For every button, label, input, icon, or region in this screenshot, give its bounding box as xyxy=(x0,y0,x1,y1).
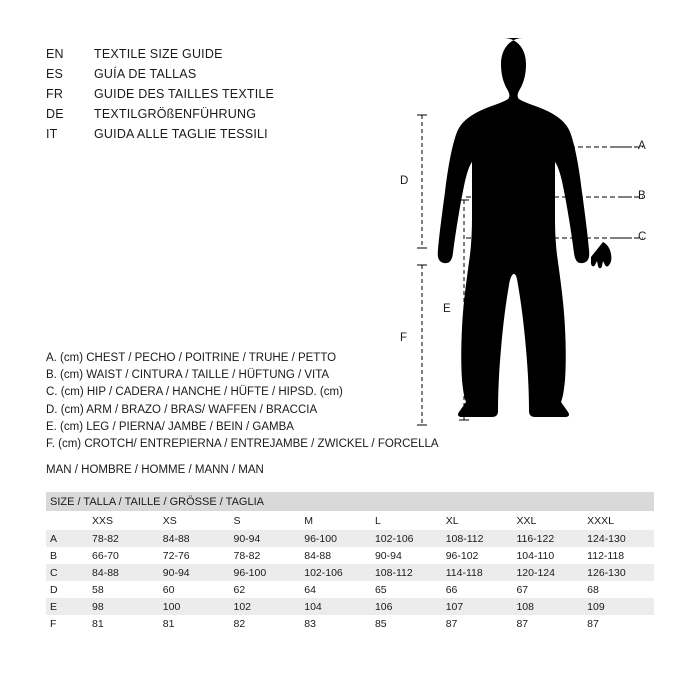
table-title-row xyxy=(46,492,654,511)
cell-a-l: 102-106 xyxy=(371,530,442,547)
cell-b-xs: 72-76 xyxy=(159,547,230,564)
cell-e-xxl: 108 xyxy=(512,598,583,615)
table-title: SIZE / TALLA / TAILLE / GRÖSSE / TAGLIA xyxy=(46,492,654,511)
cell-b-s: 78-82 xyxy=(230,547,301,564)
language-code: ES xyxy=(46,67,64,81)
cell-d-xxxl: 68 xyxy=(583,581,654,598)
cell-c-xxl: 120-124 xyxy=(512,564,583,581)
language-title: TEXTILE SIZE GUIDE xyxy=(94,47,223,61)
cell-f-m: 83 xyxy=(300,615,371,632)
cell-e-xxxl: 109 xyxy=(583,598,654,615)
legend-item-e: E. (cm) LEG / PIERNA/ JAMBE / BEIN / GAMBA xyxy=(46,420,294,433)
cell-d-xxs: 58 xyxy=(88,581,159,598)
cell-f-xxs: 81 xyxy=(88,615,159,632)
gender-label: MAN / HOMBRE / HOMME / MANN / MAN xyxy=(46,464,264,476)
cell-a-xl: 108-112 xyxy=(442,530,513,547)
body-figure xyxy=(360,20,690,480)
cell-f-xs: 81 xyxy=(159,615,230,632)
cell-b-m: 84-88 xyxy=(300,547,371,564)
legend-item-d: D. (cm) ARM / BRAZO / BRAS/ WAFFEN / BRACCIA xyxy=(46,403,318,416)
header-size-xl: XL xyxy=(442,511,513,530)
header-size-s: S xyxy=(230,511,301,530)
language-row xyxy=(46,44,274,64)
language-code: IT xyxy=(46,127,58,141)
cell-b-xxl: 104-110 xyxy=(512,547,583,564)
row-label-f: F xyxy=(46,615,88,632)
cell-a-xxxl: 124-130 xyxy=(583,530,654,547)
cell-b-xxxl: 112-118 xyxy=(583,547,654,564)
cell-c-s: 96-100 xyxy=(230,564,301,581)
cell-f-xxxl: 87 xyxy=(583,615,654,632)
male-silhouette-icon xyxy=(438,38,612,417)
cell-c-xxxl: 126-130 xyxy=(583,564,654,581)
cell-a-xxl: 116-122 xyxy=(512,530,583,547)
cell-f-s: 82 xyxy=(230,615,301,632)
figure-label-a: A xyxy=(638,140,646,152)
language-row xyxy=(46,124,274,144)
legend-item-a: A. (cm) CHEST / PECHO / POITRINE / TRUHE / PETTO xyxy=(46,352,337,364)
table-row xyxy=(46,598,654,615)
row-label-a: A xyxy=(46,530,88,547)
label-leaders xyxy=(612,147,632,238)
cell-d-l: 65 xyxy=(371,581,442,598)
cell-e-m: 104 xyxy=(300,598,371,615)
header-blank xyxy=(46,511,88,530)
legend-item-b: B. (cm) WAIST / CINTURA / TAILLE / HÜFTUNG / VITA xyxy=(46,369,330,382)
cell-e-xl: 107 xyxy=(442,598,513,615)
table-header-row xyxy=(46,511,654,530)
cell-a-xs: 84-88 xyxy=(159,530,230,547)
figure-label-c: C xyxy=(638,231,647,243)
language-title: GUÍA DE TALLAS xyxy=(94,67,197,81)
header-size-xs: XS xyxy=(159,511,230,530)
cell-a-s: 90-94 xyxy=(230,530,301,547)
cell-f-l: 85 xyxy=(371,615,442,632)
cell-e-s: 102 xyxy=(230,598,301,615)
row-label-e: E xyxy=(46,598,88,615)
cell-c-l: 108-112 xyxy=(371,564,442,581)
cell-b-l: 90-94 xyxy=(371,547,442,564)
cell-d-xl: 66 xyxy=(442,581,513,598)
language-row xyxy=(46,104,274,124)
arm-bracket xyxy=(417,115,427,248)
table-row xyxy=(46,530,654,547)
figure-label-f: F xyxy=(400,332,408,344)
row-label-b: B xyxy=(46,547,88,564)
cell-d-m: 64 xyxy=(300,581,371,598)
cell-b-xxs: 66-70 xyxy=(88,547,159,564)
figure-label-b: B xyxy=(638,190,646,202)
legend-item-f: F. (cm) CROTCH/ ENTREPIERNA / ENTREJAMBE / ZWICKEL / FORCELLA xyxy=(46,438,439,451)
size-table xyxy=(46,492,654,632)
language-row xyxy=(46,84,274,104)
header-size-m: M xyxy=(300,511,371,530)
language-code: DE xyxy=(46,107,64,121)
cell-f-xxl: 87 xyxy=(512,615,583,632)
language-code: FR xyxy=(46,87,64,101)
figure-label-e: E xyxy=(443,303,451,315)
table-row xyxy=(46,547,654,564)
row-label-d: D xyxy=(46,581,88,598)
cell-c-xs: 90-94 xyxy=(159,564,230,581)
table-row xyxy=(46,581,654,598)
cell-e-xxs: 98 xyxy=(88,598,159,615)
legend-item-c: C. (cm) HIP / CADERA / HANCHE / HÜFTE / HIPSD. (cm) xyxy=(46,386,343,399)
header-size-xxxl: XXXL xyxy=(583,511,654,530)
cell-c-m: 102-106 xyxy=(300,564,371,581)
cell-f-xl: 87 xyxy=(442,615,513,632)
language-code: EN xyxy=(46,47,64,61)
cell-d-xs: 60 xyxy=(159,581,230,598)
figure-label-d: D xyxy=(400,175,409,187)
cell-a-m: 96-100 xyxy=(300,530,371,547)
cell-e-xs: 100 xyxy=(159,598,230,615)
cell-e-l: 106 xyxy=(371,598,442,615)
table-row xyxy=(46,615,654,632)
cell-b-xl: 96-102 xyxy=(442,547,513,564)
size-table-element xyxy=(46,492,654,632)
table-row xyxy=(46,564,654,581)
header-size-xxs: XXS xyxy=(88,511,159,530)
language-row xyxy=(46,64,274,84)
cell-a-xxs: 78-82 xyxy=(88,530,159,547)
language-title-block xyxy=(46,44,274,144)
language-title: GUIDE DES TAILLES TEXTILE xyxy=(94,87,275,101)
header-size-l: L xyxy=(371,511,442,530)
crotch-bracket xyxy=(417,265,427,425)
language-title: GUIDA ALLE TAGLIE TESSILI xyxy=(94,127,268,141)
cell-d-xxl: 67 xyxy=(512,581,583,598)
language-title: TEXTILGRÖßENFÜHRUNG xyxy=(94,107,257,121)
cell-c-xl: 114-118 xyxy=(442,564,513,581)
row-label-c: C xyxy=(46,564,88,581)
header-size-xxl: XXL xyxy=(512,511,583,530)
cell-d-s: 62 xyxy=(230,581,301,598)
cell-c-xxs: 84-88 xyxy=(88,564,159,581)
